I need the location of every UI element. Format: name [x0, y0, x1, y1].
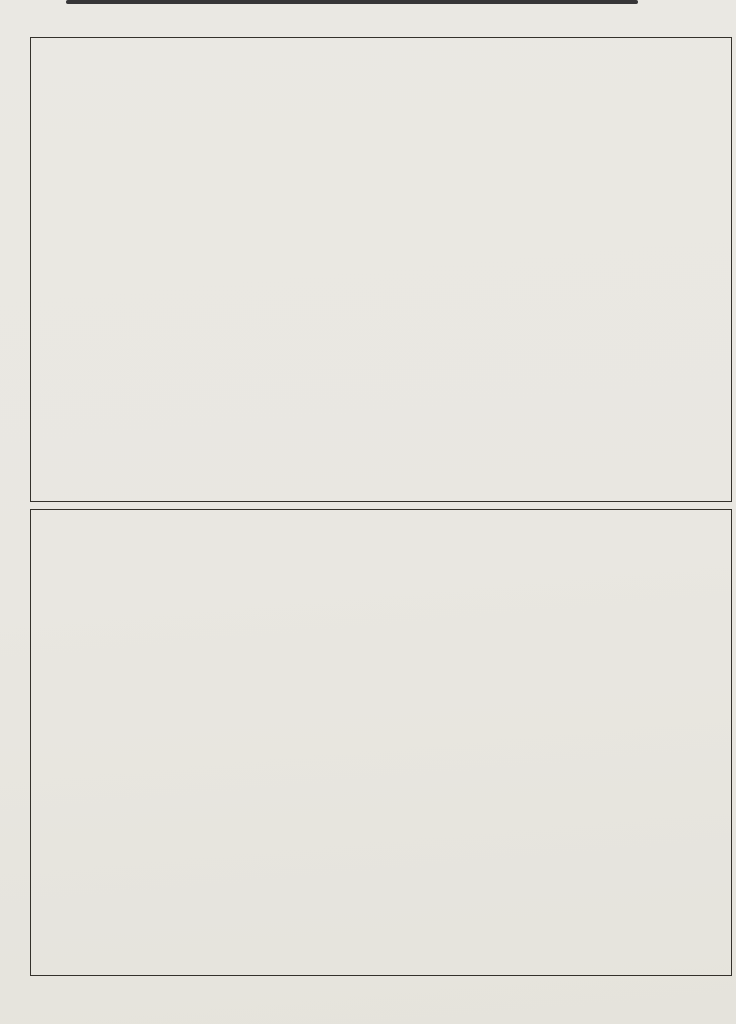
scan-artifact [66, 0, 638, 4]
roster-table-top [30, 37, 732, 502]
roster-table-bottom [30, 509, 732, 976]
